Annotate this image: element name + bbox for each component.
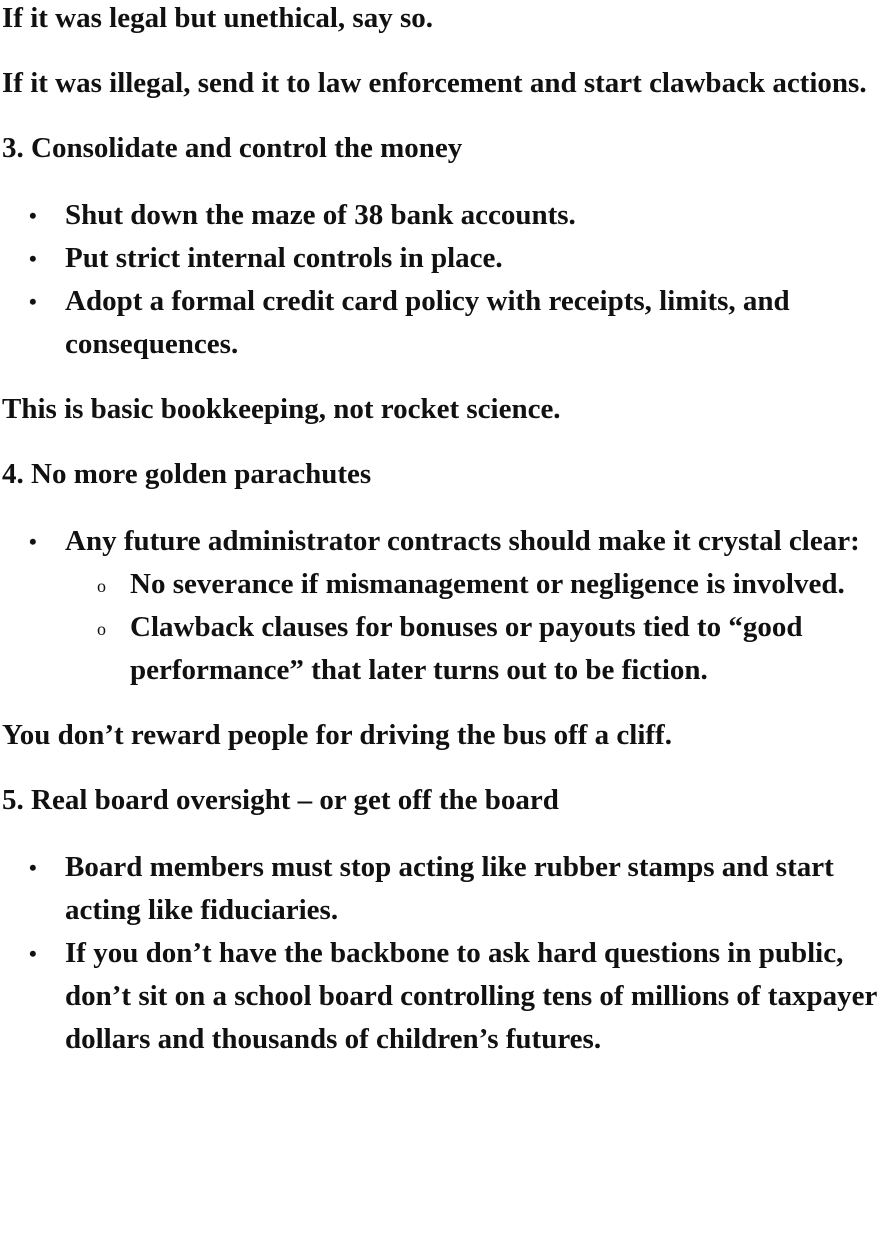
intro-paragraph-1: If it was legal but unethical, say so. (2, 2, 434, 34)
sub-list-item-text: No severance if mismanagement or negligence is involved. (130, 568, 845, 600)
bullet-icon: • (29, 246, 37, 271)
list-item-text: Adopt a formal credit card policy with receipts, limits, and consequences. (65, 285, 790, 360)
list-item (2, 520, 878, 692)
section-5-list (2, 846, 878, 1061)
section-3-list (2, 194, 878, 366)
list-item (2, 280, 878, 366)
section-4-heading: 4. No more golden parachutes (2, 458, 372, 490)
section-4-closing: You don’t reward people for driving the bus off a cliff. (2, 719, 672, 751)
section-5-heading: 5. Real board oversight – or get off the board (2, 784, 559, 816)
document-body (2, 0, 878, 1061)
bullet-icon: • (29, 855, 37, 880)
list-item-text: Board members must stop acting like rubber stamps and start acting like fiduciaries. (65, 851, 834, 926)
sub-list-item-text: Clawback clauses for bonuses or payouts tied to “good performance” that later turns out to be fiction. (130, 611, 803, 686)
bullet-icon: • (29, 289, 37, 314)
list-item-text: If you don’t have the backbone to ask hard questions in public, don’t sit on a school board controlling tens of millions of taxpayer dollars and thousands of children’s futures. (65, 937, 877, 1055)
list-item-text: Any future administrator contracts should make it crystal clear: (65, 525, 860, 557)
section-3-heading: 3. Consolidate and control the money (2, 132, 463, 164)
section-3-closing: This is basic bookkeeping, not rocket science. (2, 393, 561, 425)
list-item (2, 932, 878, 1061)
list-item (2, 194, 878, 237)
list-item (2, 237, 878, 280)
bullet-icon: • (29, 529, 37, 554)
sub-list-item (65, 563, 878, 606)
list-item-text: Put strict internal controls in place. (65, 242, 503, 274)
intro-paragraph-2: If it was illegal, send it to law enforcement and start clawback actions. (2, 67, 867, 99)
list-item (2, 846, 878, 932)
bullet-icon: • (29, 941, 37, 966)
circle-bullet-icon: o (97, 576, 106, 596)
list-item-text: Shut down the maze of 38 bank accounts. (65, 199, 576, 231)
circle-bullet-icon: o (97, 619, 106, 639)
sub-list-item (65, 606, 878, 692)
bullet-icon: • (29, 203, 37, 228)
section-4-list (2, 520, 878, 692)
section-4-sub-list (65, 563, 878, 692)
